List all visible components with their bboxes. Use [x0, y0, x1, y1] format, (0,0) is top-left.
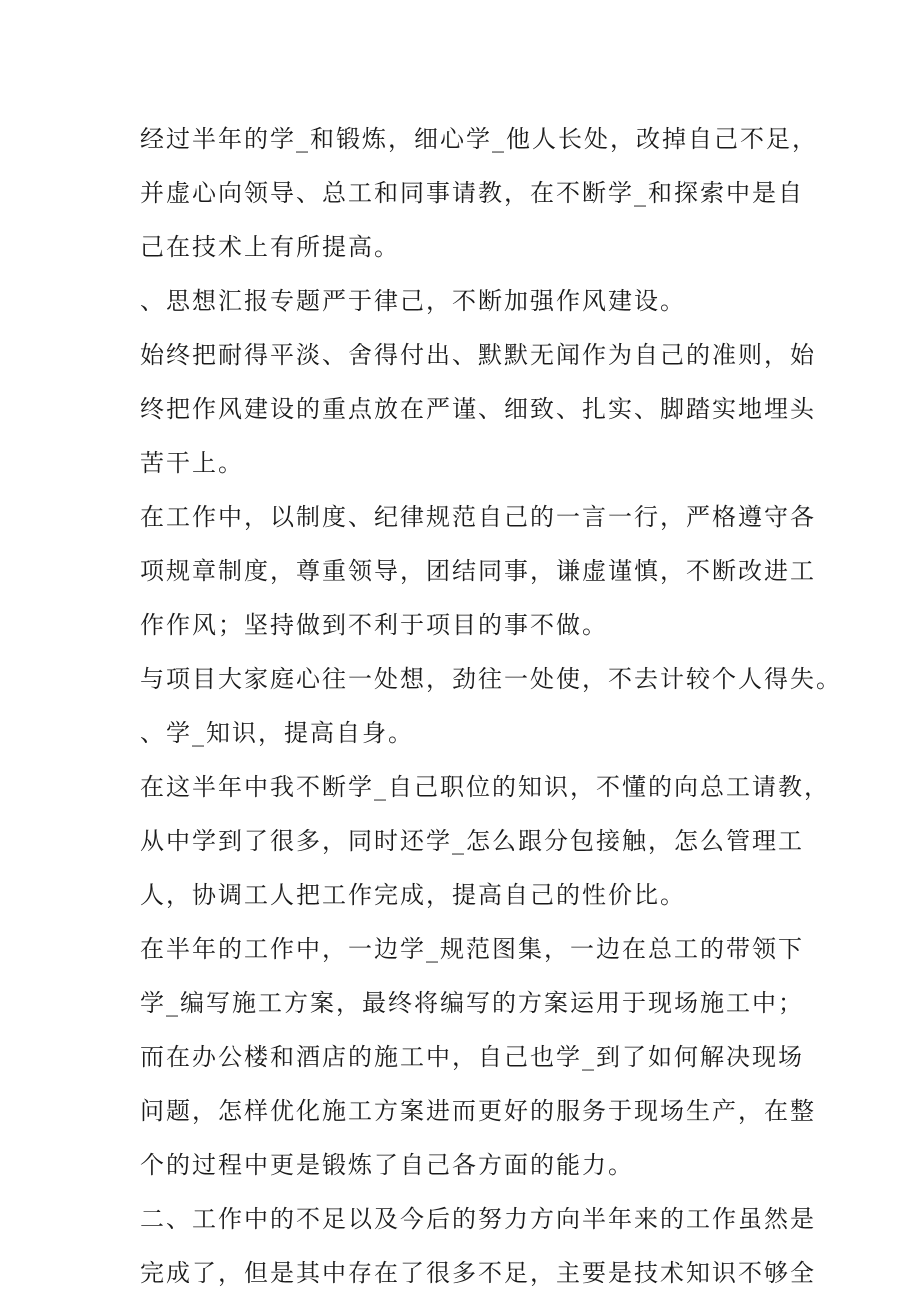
text-line: 并虚心向领导、总工和同事请教，在不断学_和探索中是自: [140, 179, 804, 207]
text-line: 而在办公楼和酒店的施工中，自己也学_到了如何解决现场: [140, 1043, 804, 1071]
text-line: 学_编写施工方案，最终将编写的方案运用于现场施工中；: [140, 989, 804, 1017]
text-line: 二、工作中的不足以及今后的努力方向半年来的工作虽然是: [140, 1205, 816, 1233]
text-line: 苦干上。: [140, 449, 244, 477]
text-line: 项规章制度，尊重领导，团结同事，谦虚谨慎，不断改进工: [140, 557, 816, 585]
text-line: 、学_知识，提高自身。: [140, 719, 414, 747]
text-line: 从中学到了很多，同时还学_怎么跟分包接触，怎么管理工: [140, 827, 804, 855]
text-line: 己在技术上有所提高。: [140, 233, 400, 261]
text-line: 在这半年中我不断学_自己职位的知识，不懂的向总工请教，: [140, 773, 830, 801]
text-line: 问题，怎样优化施工方案进而更好的服务于现场生产，在整: [140, 1097, 816, 1125]
text-line: 始终把耐得平淡、舍得付出、默默无闻作为自己的准则，始: [140, 341, 816, 369]
document-body: [140, 112, 842, 1300]
text-line: 经过半年的学_和锻炼，细心学_他人长处，改掉自己不足，: [140, 125, 818, 153]
text-line: 与项目大家庭心往一处想，劲往一处使，不去计较个人得失。: [140, 665, 842, 693]
text-line: 在工作中，以制度、纪律规范自己的一言一行，严格遵守各: [140, 503, 816, 531]
text-line: 作作风；坚持做到不利于项目的事不做。: [140, 611, 608, 639]
text-line: 人，协调工人把工作完成，提高自己的性价比。: [140, 881, 686, 909]
text-line: 、思想汇报专题严于律己，不断加强作风建设。: [140, 287, 686, 315]
text-line: 在半年的工作中，一边学_规范图集，一边在总工的带领下: [140, 935, 804, 963]
text-line: 个的过程中更是锻炼了自己各方面的能力。: [140, 1151, 634, 1179]
text-line: 完成了，但是其中存在了很多不足，主要是技术知识不够全: [140, 1259, 816, 1287]
text-line: 终把作风建设的重点放在严谨、细致、扎实、脚踏实地埋头: [140, 395, 816, 423]
